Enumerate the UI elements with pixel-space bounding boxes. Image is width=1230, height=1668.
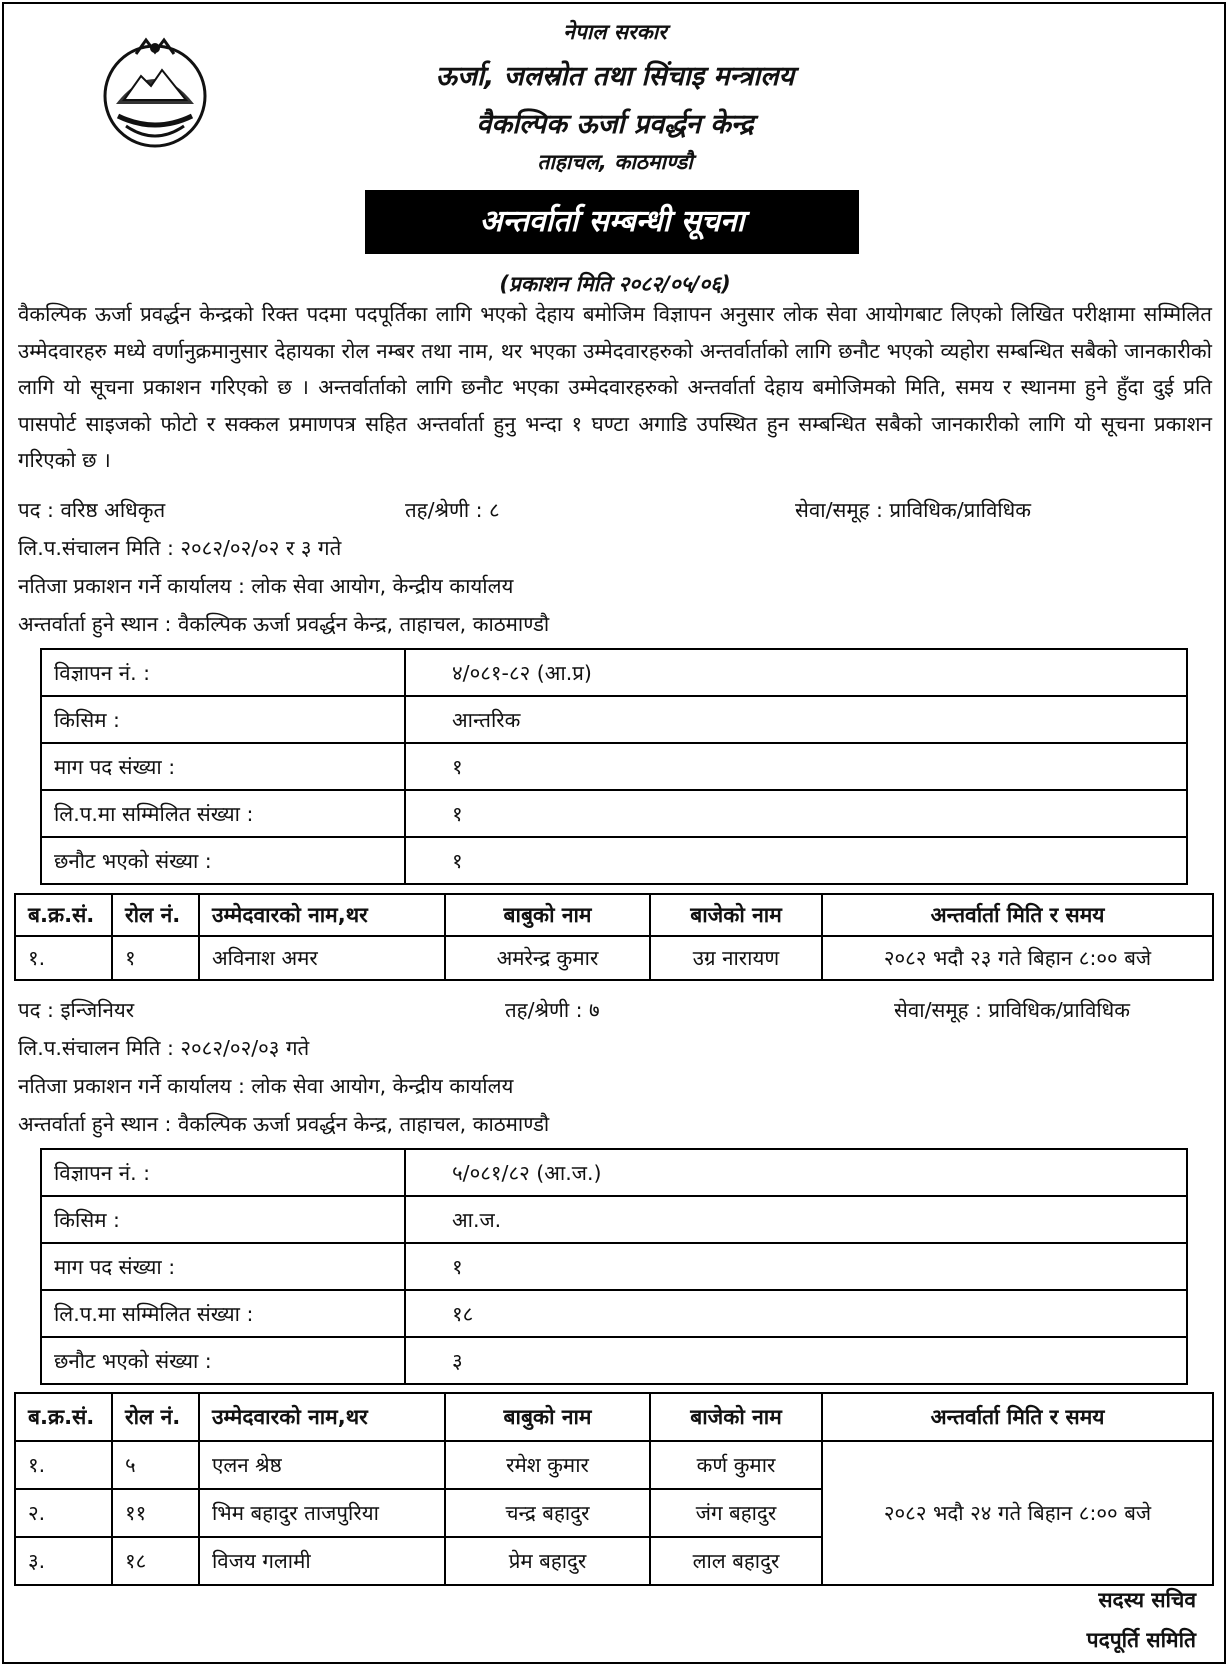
cell-grandfather: कर्ण कुमार <box>650 1441 822 1489</box>
info-value: १ <box>405 790 1187 837</box>
col-header: उम्मेदवारको नाम,थर <box>199 1393 445 1441</box>
s2-info-table <box>40 1148 1188 1385</box>
cell-interview-time: २०८२ भदौ २४ गते बिहान ८:०० बजे <box>822 1441 1213 1585</box>
info-value: १ <box>405 743 1187 790</box>
info-value: आन्तरिक <box>405 696 1187 743</box>
info-value: १८ <box>405 1290 1187 1337</box>
info-value: १ <box>405 1243 1187 1290</box>
col-header: ब.क्र.सं. <box>15 894 112 936</box>
info-value: ४/०८१-८२ (आ.प्र) <box>405 649 1187 696</box>
info-label: लि.प.मा सम्मिलित संख्या : <box>41 1290 405 1337</box>
col-header: रोल नं. <box>112 894 199 936</box>
table-row <box>41 696 1187 743</box>
table-row <box>41 790 1187 837</box>
cell-name: विजय गलामी <box>199 1537 445 1585</box>
table-row <box>41 1149 1187 1196</box>
cell-father: अमरेन्द्र कुमार <box>445 936 650 980</box>
s1-info-table <box>40 648 1188 885</box>
s1-post: पद : वरिष्ठ अधिकृत <box>18 498 166 522</box>
table-header-row <box>15 1393 1213 1441</box>
table-row <box>41 1337 1187 1384</box>
cell-serial: १. <box>15 936 112 980</box>
table-row <box>41 743 1187 790</box>
cell-grandfather: लाल बहादुर <box>650 1537 822 1585</box>
col-header: बाबुको नाम <box>445 894 650 936</box>
s1-level: तह/श्रेणी : ८ <box>405 498 500 522</box>
info-label: लि.प.मा सम्मिलित संख्या : <box>41 790 405 837</box>
info-label: किसिम : <box>41 1196 405 1243</box>
cell-name: एलन श्रेष्ठ <box>199 1441 445 1489</box>
table-row <box>41 1290 1187 1337</box>
col-header: उम्मेदवारको नाम,थर <box>199 894 445 936</box>
header-government: नेपाल सरकार <box>563 20 667 44</box>
table-row <box>15 936 1213 980</box>
s1-result-office: नतिजा प्रकाशन गर्ने कार्यालय : लोक सेवा आयोग, केन्द्रीय कार्यालय <box>18 574 514 598</box>
notice-title: अन्तर्वार्ता सम्बन्धी सूचना <box>365 190 859 254</box>
info-label: माग पद संख्या : <box>41 1243 405 1290</box>
s2-level: तह/श्रेणी : ७ <box>505 998 600 1022</box>
info-label: विज्ञापन नं. : <box>41 1149 405 1196</box>
info-value: ३ <box>405 1337 1187 1384</box>
table-row <box>15 1441 1213 1489</box>
cell-roll: ११ <box>112 1489 199 1537</box>
info-value: आ.ज. <box>405 1196 1187 1243</box>
cell-roll: १८ <box>112 1537 199 1585</box>
col-header: अन्तर्वार्ता मिति र समय <box>822 894 1213 936</box>
intro-paragraph: वैकल्पिक ऊर्जा प्रवर्द्धन केन्द्रको रिक्त पदमा पदपूर्तिका लागि भएको देहाय बमोजिम विज्ञापन अनुसार लोक सेवा आयोगबाट लिएको लिखित परीक्षामा सम्मिलित उम्मेदवारहरु मध्ये वर्णानुक्रमानुसार देहायका रोल नम्बर तथा नाम, थर भएका उम्मेदवारहरुको अन्तर्वार्ताको लागि छनौट भएको व्यहोरा सम्बन्धित सबैको जानकारीको लागि यो सूचना प्रकाशन गरिएको छ । अन्तर्वार्ताको लागि छनौट भएका उम्मेदवारहरुको अन्तर्वार्ता देहाय बमोजिमको मिति, समय र स्थानमा हुने हुँदा दुई प्रति पासपोर्ट साइजको फोटो र सक्कल प्रमाणपत्र सहित अन्तर्वार्ता हुनु भन्दा १ घण्टा अगाडि उपस्थित हुन सम्बन्धित सबैको जानकारीको लागि यो सूचना प्रकाशन गरिएको छ । <box>18 302 1212 473</box>
publish-date: (प्रकाशन मिति २०८२/०५/०६) <box>499 272 731 296</box>
s2-exam-date: लि.प.संचालन मिति : २०८२/०२/०३ गते <box>18 1036 310 1060</box>
cell-serial: १. <box>15 1441 112 1489</box>
s1-service: सेवा/समूह : प्राविधिक/प्राविधिक <box>795 498 1032 522</box>
table-header-row <box>15 894 1213 936</box>
table-row <box>41 649 1187 696</box>
table-row <box>41 837 1187 884</box>
s2-candidate-table <box>14 1392 1214 1586</box>
info-label: किसिम : <box>41 696 405 743</box>
s2-venue: अन्तर्वार्ता हुने स्थान : वैकल्पिक ऊर्जा प्रवर्द्धन केन्द्र, ताहाचल, काठमाण्डौ <box>18 1112 550 1136</box>
col-header: रोल नं. <box>112 1393 199 1441</box>
s1-candidate-table <box>14 893 1214 981</box>
header-ministry: ऊर्जा, जलस्रोत तथा सिंचाइ मन्त्रालय <box>435 61 795 92</box>
col-header: बाजेको नाम <box>650 1393 822 1441</box>
col-header: ब.क्र.सं. <box>15 1393 112 1441</box>
header-location: ताहाचल, काठमाण्डौ <box>537 150 693 174</box>
info-label: छनौट भएको संख्या : <box>41 1337 405 1384</box>
cell-name: अविनाश अमर <box>199 936 445 980</box>
s2-post: पद : इन्जिनियर <box>18 998 135 1022</box>
s2-service: सेवा/समूह : प्राविधिक/प्राविधिक <box>894 998 1131 1022</box>
cell-serial: ३. <box>15 1537 112 1585</box>
info-label: छनौट भएको संख्या : <box>41 837 405 884</box>
cell-grandfather: जंग बहादुर <box>650 1489 822 1537</box>
col-header: बाजेको नाम <box>650 894 822 936</box>
info-label: विज्ञापन नं. : <box>41 649 405 696</box>
cell-father: प्रेम बहादुर <box>445 1537 650 1585</box>
cell-name: भिम बहादुर ताजपुरिया <box>199 1489 445 1537</box>
cell-interview-time: २०८२ भदौ २३ गते बिहान ८:०० बजे <box>822 936 1213 980</box>
signature-committee: पदपूर्ति समिति <box>1086 1628 1196 1652</box>
cell-roll: ५ <box>112 1441 199 1489</box>
cell-serial: २. <box>15 1489 112 1537</box>
cell-father: चन्द्र बहादुर <box>445 1489 650 1537</box>
cell-roll: १ <box>112 936 199 980</box>
info-value: ५/०८१/८२ (आ.ज.) <box>405 1149 1187 1196</box>
table-row <box>41 1196 1187 1243</box>
s1-exam-date: लि.प.संचालन मिति : २०८२/०२/०२ र ३ गते <box>18 536 342 560</box>
info-label: माग पद संख्या : <box>41 743 405 790</box>
signature-title: सदस्य सचिव <box>1098 1588 1196 1612</box>
info-value: १ <box>405 837 1187 884</box>
header-organization: वैकल्पिक ऊर्जा प्रवर्द्धन केन्द्र <box>476 109 754 140</box>
cell-father: रमेश कुमार <box>445 1441 650 1489</box>
col-header: अन्तर्वार्ता मिति र समय <box>822 1393 1213 1441</box>
s2-result-office: नतिजा प्रकाशन गर्ने कार्यालय : लोक सेवा आयोग, केन्द्रीय कार्यालय <box>18 1074 514 1098</box>
col-header: बाबुको नाम <box>445 1393 650 1441</box>
cell-grandfather: उग्र नारायण <box>650 936 822 980</box>
table-row <box>41 1243 1187 1290</box>
s1-venue: अन्तर्वार्ता हुने स्थान : वैकल्पिक ऊर्जा प्रवर्द्धन केन्द्र, ताहाचल, काठमाण्डौ <box>18 612 550 636</box>
